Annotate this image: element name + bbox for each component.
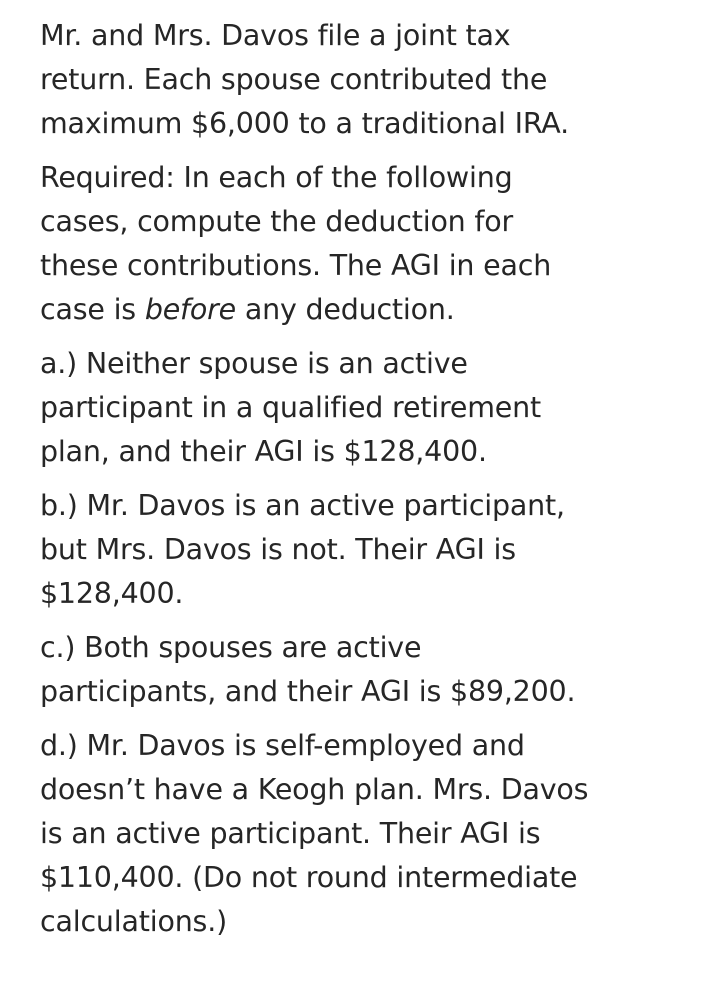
case-b-line: but Mrs. Davos is not. Their AGI is <box>40 533 516 566</box>
case-a-line: participant in a qualified retirement <box>40 391 541 424</box>
required-line-prefix: case is <box>40 293 145 326</box>
case-d-line: calculations.) <box>40 905 227 938</box>
case-c-line: c.) Both spouses are active <box>40 631 422 664</box>
intro-paragraph <box>40 14 700 146</box>
required-line: these contributions. The AGI in each <box>40 249 552 282</box>
required-emphasis: before <box>144 293 236 326</box>
case-b-line: $128,400. <box>40 577 184 610</box>
case-c-paragraph <box>40 626 700 714</box>
case-a-line: plan, and their AGI is $128,400. <box>40 435 487 468</box>
case-d-line: doesn’t have a Keogh plan. Mrs. Davos <box>40 773 589 806</box>
case-a-line: a.) Neither spouse is an active <box>40 347 468 380</box>
case-a-paragraph <box>40 342 700 474</box>
required-paragraph <box>40 156 700 332</box>
required-line-suffix: any deduction. <box>235 293 455 326</box>
case-b-paragraph <box>40 484 700 616</box>
required-line <box>40 288 700 332</box>
case-d-line: $110,400. (Do not round intermediate <box>40 861 578 894</box>
problem-text <box>40 14 700 944</box>
intro-line: Mr. and Mrs. Davos file a joint tax <box>40 19 511 52</box>
case-d-paragraph <box>40 724 700 944</box>
case-b-line: b.) Mr. Davos is an active participant, <box>40 489 565 522</box>
case-c-line: participants, and their AGI is $89,200. <box>40 675 576 708</box>
case-d-line: d.) Mr. Davos is self-employed and <box>40 729 525 762</box>
required-line: Required: In each of the following <box>40 161 513 194</box>
required-line: cases, compute the deduction for <box>40 205 513 238</box>
case-d-line: is an active participant. Their AGI is <box>40 817 541 850</box>
intro-line: maximum $6,000 to a traditional IRA. <box>40 107 569 140</box>
intro-line: return. Each spouse contributed the <box>40 63 548 96</box>
